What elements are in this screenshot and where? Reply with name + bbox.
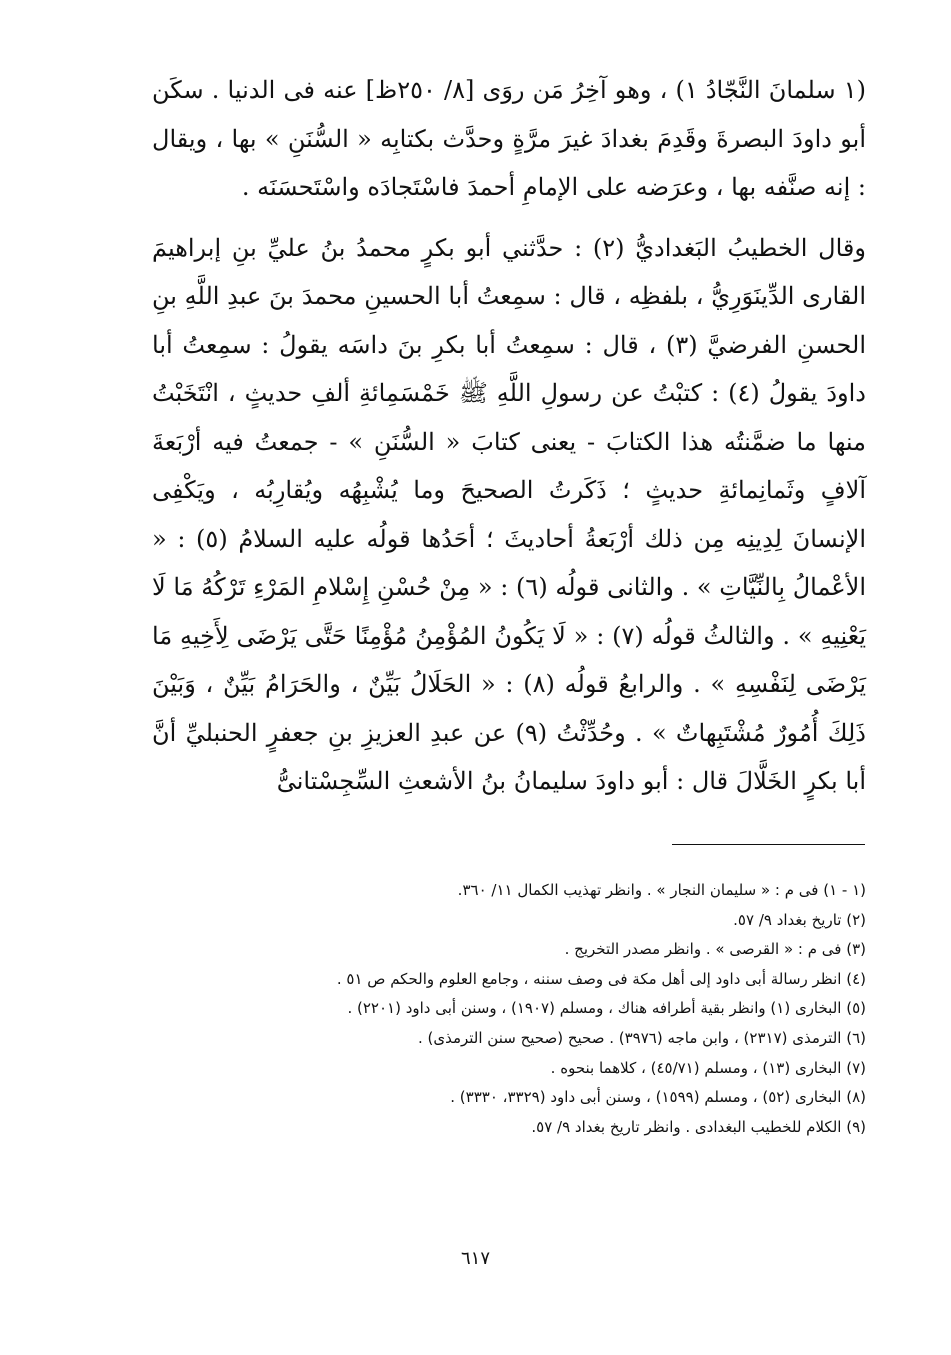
footnote-6: (٦) الترمذى (٢٣١٧) ، وابن ماجه (٣٩٧٦) . صحيح (صحيح سنن الترمذى) .: [417, 1028, 866, 1047]
footnote-9: (٩) الكلام للخطيب البغدادى . وانظر تاريخ بغداد ٩/ ٥٧.: [531, 1117, 866, 1136]
footnote-7: (٧) البخارى (١٣) ، ومسلم (٤٥/٧١) ، كلاهما بنحوه .: [550, 1058, 866, 1077]
paragraph-2: وقال الخطيبُ البَغداديُّ (٢) : حدَّثني أبو بكرٍ محمدُ بنُ عليِّ بنِ إبراهيمَ القارى الدِّينَوَرِيُّ ، بلفظِه ، قال : سمِعتُ أبا الحسينِ محمدَ بنَ عبدِ اللَّهِ بنِ الحسنِ الفرضيَّ (٣) ، قال : سمِعتُ أبا بكرِ بنَ داسَه يقولُ : سمِعتُ أبا داودَ يقولُ (٤) : كتبْتُ عن رسولِ اللَّهِ ﷺ خَمْسَمِائةِ ألفِ حديثٍ ، انْتَخَبْتُ منها ما ضمَّنتُه هذا الكتابَ - يعنى كتابَ « السُّنَنِ » - جمعتُ فيه أرْبَعةَ آلافٍ وثَمانِمائةِ حديثٍ ؛ ذَكَرتُ الصحيحَ وما يُشْبِهُه ويُقارِبُه ، ويَكْفِى الإنسانَ لِدِينِه مِن ذلك أرْبَعةُ أحاديثَ ؛ أحَدُها قولُه عليه السلامُ (٥) : « الأعْمالُ بِالنِّيَّاتِ » . والثانى قولُه (٦) : « مِنْ حُسْنِ إِسْلامِ المَرْءِ تَرْكُهُ مَا لَا يَعْنِيهِ » . والثالثُ قولُه (٧) : « لَا يَكُونُ المُؤْمِنُ مُؤْمِنًا حَتَّى يَرْضَى لِأَخِيهِ مَا يَرْضَى لِنَفْسِهِ » . والرابعُ قولُه (٨) : « الحَلَالُ بَيِّنٌ ، والحَرَامُ بَيِّنٌ ، وَبَيْنَ ذَلِكَ أُمُورٌ مُشْتَبِهاتٌ » . وحُدِّثْتُ (٩) عن عبدِ العزيزِ بنِ جعفرٍ الحنبليِّ أنَّ أبا بكرٍ الخَلَّالَ قال : أبو داودَ سليمانُ بنُ الأشعثِ السِّجِسْتانىُّ: [152, 233, 867, 795]
footnote-2: (٢) تاريخ بغداد ٩/ ٥٧.: [733, 910, 866, 929]
footnotes-list: [230, 876, 866, 1142]
footnote-4: (٤) انظر رسالة أبى داود إلى أهل مكة فى وصف سننه ، وجامع العلوم والحكم ص ٥١ .: [336, 969, 866, 988]
footnote-divider: [672, 844, 865, 845]
footnote-3: (٣) فى م : « القرصى » . وانظر مصدر التخريج .: [564, 940, 866, 959]
footnote-8: (٨) البخارى (٥٢) ، ومسلم (١٥٩٩) ، وسنن أبى داود (٣٣٢٩، ٣٣٣٠) .: [450, 1088, 866, 1107]
footnote-1: (١ - ١) فى م : « سليمان النجار » . وانظر تهذيب الكمال ١١/ ٣٦٠.: [457, 881, 866, 899]
page-number: ٦١٧: [460, 1248, 490, 1269]
paragraph-1: (١ سلمانَ النَّجّادُ ١) ، وهو آخِرُ مَن روَى [٨/ ٢٥٠ظ] عنه فى الدنيا . سكَن أبو داودَ البصرةَ وقَدِمَ بغدادَ غيرَ مرَّةٍ وحدَّث بكتابِه « السُّنَنِ » بها ، ويقال : إنه صنَّفه بها ، وعرَضه على الإمامِ أحمدَ فاسْتَجادَه واسْتَحسَنَه .: [152, 76, 867, 201]
footnote-5: (٥) البخارى (١) وانظر بقية أطرافه هناك ، ومسلم (١٩٠٧) ، وسنن أبى داود (٢٢٠١) .: [347, 999, 866, 1018]
main-text: [152, 66, 866, 806]
